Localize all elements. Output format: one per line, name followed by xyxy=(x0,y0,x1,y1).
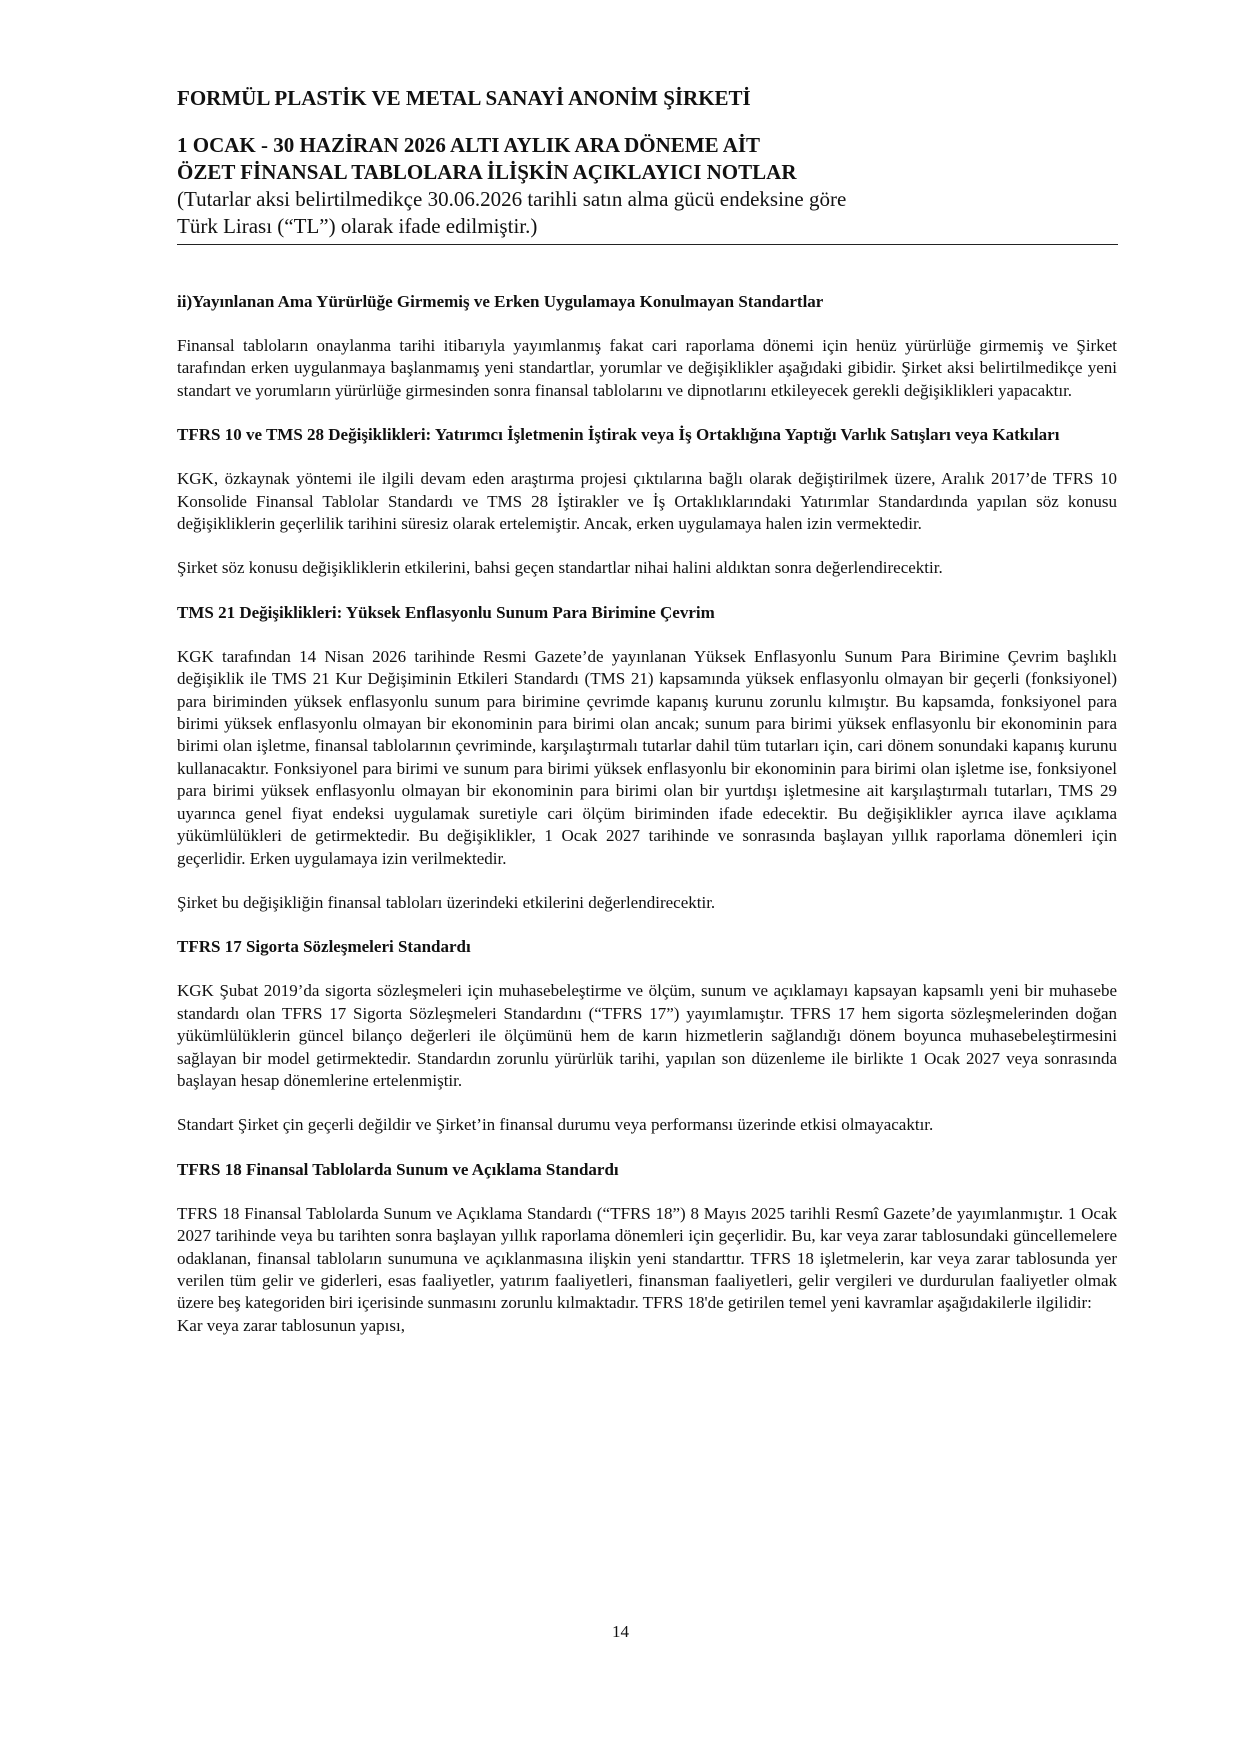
company-name: FORMÜL PLASTİK VE METAL SANAYİ ANONİM ŞİRKETİ xyxy=(177,86,751,110)
section-paragraph: Kar veya zarar tablosunun yapısı, xyxy=(177,1315,405,1335)
section-paragraph: Şirket bu değişikliğin finansal tabloları üzerindeki etkilerini değerlendirecektir. xyxy=(177,892,716,912)
section-title: TMS 21 Değişiklikleri: Yüksek Enflasyonlu Sunum Para Birimine Çevrim xyxy=(177,602,715,622)
section-title: TFRS 18 Finansal Tablolarda Sunum ve Açıklama Standardı xyxy=(177,1159,619,1179)
section-title: ii)Yayınlanan Ama Yürürlüğe Girmemiş ve Erken Uygulamaya Konulmayan Standartlar xyxy=(177,292,824,311)
report-title-line1: 1 OCAK - 30 HAZİRAN 2026 ALTI AYLIK ARA DÖNEME AİT xyxy=(177,133,761,157)
report-header xyxy=(177,132,1118,245)
section-title: TFRS 10 ve TMS 28 Değişiklikleri: Yatırımcı İşletmenin İştirak veya İş Ortaklığına Yaptığı Varlık Satışları veya Katkıları xyxy=(177,425,1060,445)
section-paragraph: KGK Şubat 2019’da sigorta sözleşmeleri için muhasebeleştirme ve ölçüm, sunum ve açıklamayı kapsayan kapsamlı yeni bir muhasebe standardı olan TFRS 17 Sigorta Sözleşmeleri Standardını (“TFRS 17”) yayımlamıştır. TFRS 17 hem sigorta sözleşmelerinden doğan yükümlülüklerin güncel bilanço değerleri ile ölçümünü hem de karın hizmetlerin sağlandığı dönem boyunca muhasebeleştirmesini sağlayan bir model getirmektedir. Standardın zorunlu yürürlük tarihi, yapılan son düzenleme ile birlikte 1 Ocak 2027 veya sonrasında başlayan hesap dönemlerine ertelenmiştir. xyxy=(177,981,1117,1090)
report-title-line2: ÖZET FİNANSAL TABLOLARA İLİŞKİN AÇIKLAYICI NOTLAR xyxy=(177,160,797,184)
section-paragraph: Şirket söz konusu değişikliklerin etkilerini, bahsi geçen standartlar nihai halini aldıktan sonra değerlendirecektir. xyxy=(177,558,943,578)
page-number: 14 xyxy=(612,1622,629,1641)
report-subtitle-line2: Türk Lirası (“TL”) olarak ifade edilmiştir.) xyxy=(177,214,538,238)
section-paragraph: KGK, özkaynak yöntemi ile ilgili devam eden araştırma projesi çıktılarına bağlı olarak değiştirilmek üzere, Aralık 2017’de TFRS 10 Konsolide Finansal Tablolar Standardı ve TMS 28 İştirakler ve İş Ortaklıklarındaki Yatırımlar Standardında yapılan söz konusu değişikliklerin geçerlilik tarihini süresiz olarak ertelemiştir. Ancak, erken uygulamaya halen izin vermektedir. xyxy=(177,469,1117,534)
report-subtitle-line1: (Tutarlar aksi belirtilmedikçe 30.06.2026 tarihli satın alma gücü endeksine göre xyxy=(177,187,847,211)
section-paragraph: TFRS 18 Finansal Tablolarda Sunum ve Açıklama Standardı (“TFRS 18”) 8 Mayıs 2025 tarihli Resmî Gazete’de yayımlanmıştır. 1 Ocak 2027 tarihinde veya bu tarihten sonra başlayan yıllık raporlama dönemleri için geçerlidir. Bu, kar veya zarar tablosundaki güncellemelere odaklanan, finansal tabloların sunumuna ve açıklanmasına ilişkin yeni standarttır. TFRS 18 işletmelerin, kar veya zarar tablosunda yer verilen tüm gelir ve giderleri, esas faaliyetler, yatırım faaliyetleri, finansman faaliyetleri, gelir vergileri ve durdurulan faaliyetler olmak üzere beş kategoriden biri içerisinde sunmasını zorunlu kılmaktadır. TFRS 18'de getirilen temel yeni kavramlar aşağıdakilerle ilgilidir: xyxy=(177,1203,1117,1313)
section-paragraph: Finansal tabloların onaylanma tarihi itibarıyla yayımlanmış fakat cari raporlama dönemi için henüz yürürlüğe girmemiş ve Şirket tarafından erken uygulanmaya başlanmamış yeni standartlar, yorumlar ve değişiklikler aşağıdaki gibidir. Şirket aksi belirtilmedikçe yeni standart ve yorumların yürürlüğe girmesinden sonra finansal tablolarını ve dipnotlarını etkileyecek gerekli değişiklikleri yapacaktır. xyxy=(177,336,1117,400)
notes-content xyxy=(177,291,1117,1337)
section-paragraph: Standart Şirket çin geçerli değildir ve Şirket’in finansal durumu veya performansı üzerinde etkisi olmayacaktır. xyxy=(177,1115,934,1135)
document-page xyxy=(177,84,1117,1337)
section-title: TFRS 17 Sigorta Sözleşmeleri Standardı xyxy=(177,937,471,957)
section-paragraph: KGK tarafından 14 Nisan 2026 tarihinde Resmi Gazete’de yayınlanan Yüksek Enflasyonlu Sunum Para Birimine Çevrim başlıklı değişiklik ile TMS 21 Kur Değişiminin Etkileri Standardı (TMS 21) kapsamında yüksek enflasyonlu olmayan bir geçerli (fonksiyonel) para biriminden yüksek enflasyonlu sunum para birimine çevrimde kapanış kurunu zorunlu kılmıştır. Bu kapsamda, fonksiyonel para birimi yüksek enflasyonlu olmayan bir ekonominin para birimi olan ancak; sunum para birimi yüksek enflasyonlu bir ekonominin para birimi olan işletme, finansal tablolarının çevriminde, karşılaştırmalı tutarlar dahil tüm tutarları için, cari dönem sonundaki kapanış kurunu kullanacaktır. Fonksiyonel para birimi ve sunum para birimi yüksek enflasyonlu bir ekonominin para birimi olan işletme ise, fonksiyonel para birimi yüksek enflasyonlu olmayan bir ekonominin para birimi olan bir yurtdışı işletmesine ait karşılaştırmalı tutarları, TMS 29 uyarınca genel fiyat endeksi uygulamak suretiyle cari ölçüm biriminden ifade edecektir. Bu değişiklikler ayrıca ilave açıklama yükümlülükleri de getirmektedir. Bu değişiklikler, 1 Ocak 2027 tarihinde ve sonrasında başlayan yıllık raporlama dönemleri için geçerlidir. Erken uygulamaya izin verilmektedir. xyxy=(177,646,1117,868)
